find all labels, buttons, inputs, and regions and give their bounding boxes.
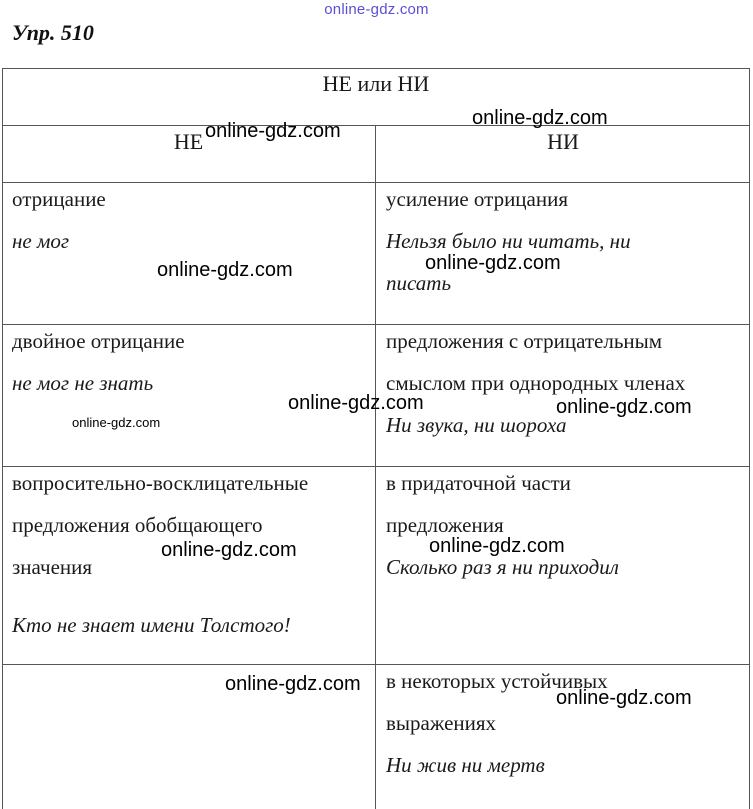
rule-text: двойное отрицание	[12, 329, 185, 353]
table-border-middle	[375, 125, 376, 809]
example-text: Сколько раз я ни приходил	[386, 555, 619, 579]
table-row-1-ne	[12, 178, 106, 262]
table-row-2-ne	[12, 320, 185, 404]
watermark: online-gdz.com	[429, 535, 565, 557]
column-header-ne: НЕ	[173, 129, 204, 154]
watermark: online-gdz.com	[161, 539, 297, 561]
table-border-header	[2, 125, 750, 126]
rule-text: в некоторых устойчивых	[386, 669, 608, 693]
table-row-2-ni	[386, 320, 685, 446]
example-text: не мог не знать	[12, 371, 154, 395]
example-text: Нельзя было ни читать, ни	[386, 229, 631, 253]
rule-text: предложения	[386, 513, 504, 537]
rule-text: вопросительно-восклицательные	[12, 471, 309, 495]
table-row-1-ni	[386, 178, 631, 304]
watermark: online-gdz.com	[425, 252, 561, 274]
example-text: Кто не знает имени Толстого!	[12, 613, 291, 637]
table-row-3-ni	[386, 462, 619, 588]
example-text: не мог	[12, 229, 70, 253]
rule-text: смыслом при однородных членах	[386, 371, 686, 395]
table-border-row3	[2, 664, 750, 665]
watermark: online-gdz.com	[556, 396, 692, 418]
example-text: Ни звука, ни шороха	[386, 413, 567, 437]
table-border-top	[2, 68, 750, 69]
rule-text: отрицание	[12, 187, 106, 211]
example-text: Ни жив ни мертв	[386, 753, 545, 777]
watermark: online-gdz.com	[472, 107, 608, 129]
example-text: писать	[386, 271, 451, 295]
watermark: online-gdz.com	[205, 120, 341, 142]
exercise-title: Упр. 510	[12, 20, 94, 45]
rule-text: значения	[12, 555, 93, 579]
rule-text: в придаточной части	[386, 471, 571, 495]
watermark: online-gdz.com	[157, 259, 293, 281]
table-row-4-ni	[386, 660, 608, 786]
table-border-colhead	[2, 182, 750, 183]
rule-text: предложения обобщающего	[12, 513, 263, 537]
table-border-left	[2, 68, 3, 809]
top-watermark: online-gdz.com	[324, 1, 429, 18]
watermark: online-gdz.com	[225, 673, 361, 695]
table-border-right	[749, 68, 750, 809]
rule-text: усиление отрицания	[386, 187, 568, 211]
table-header: НЕ или НИ	[322, 71, 430, 96]
rule-text: выражениях	[386, 711, 497, 735]
watermark: online-gdz.com	[72, 415, 161, 430]
watermark: online-gdz.com	[556, 687, 692, 709]
watermark: online-gdz.com	[288, 392, 424, 414]
column-header-ni: НИ	[547, 129, 579, 154]
rule-text: предложения с отрицательным	[386, 329, 663, 353]
